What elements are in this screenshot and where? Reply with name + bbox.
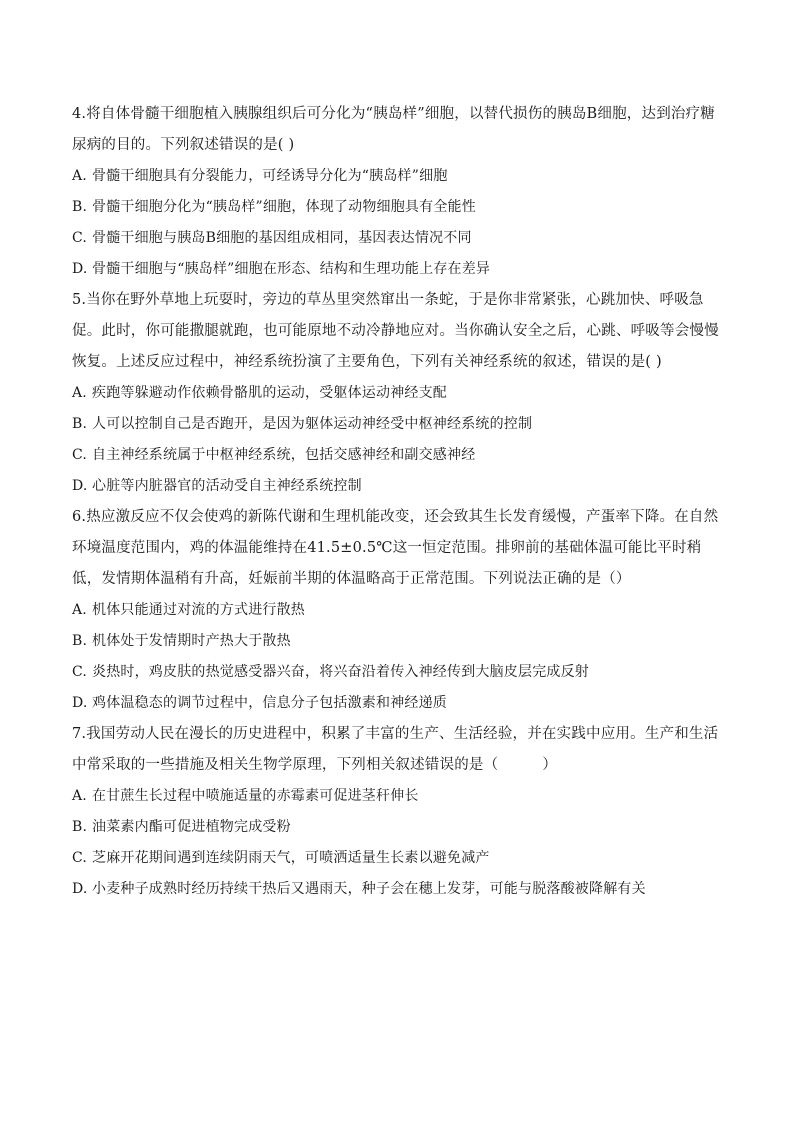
- option-text: 在甘蔗生长过程中喷施适量的赤霉素可促进茎秆伸长: [92, 788, 419, 804]
- option-c: [72, 440, 724, 471]
- option-text: 骨髓干细胞分化为“胰岛样”细胞，体现了动物细胞具有全能性: [92, 199, 476, 215]
- option-letter: B.: [72, 199, 88, 215]
- option-text: 鸡体温稳态的调节过程中，信息分子包括激素和神经递质: [92, 695, 447, 711]
- question-6: [72, 502, 724, 719]
- option-text: 芝麻开花期间遇到连续阴雨天气，可喷洒适量生长素以避免减产: [92, 850, 490, 866]
- option-b: [72, 192, 724, 223]
- option-letter: C.: [72, 850, 88, 866]
- question-7: [72, 719, 724, 905]
- option-d: [72, 688, 724, 719]
- option-text: 骨髓干细胞与“胰岛样”细胞在形态、结构和生理功能上存在差异: [92, 261, 491, 277]
- option-letter: A.: [72, 788, 87, 804]
- option-text: 机体处于发情期时产热大于散热: [92, 633, 291, 649]
- option-text: 心脏等内脏器官的活动受自主神经系统控制: [92, 478, 362, 494]
- question-stem: 5.当你在野外草地上玩耍时，旁边的草丛里突然窜出一条蛇，于是你非常紧张，心跳加快、呼吸急促。此时，你可能撒腿就跑，也可能原地不动冷静地应对。当你确认安全之后，心跳、呼吸等会慢慢恢复。上述反应过程中，神经系统扮演了主要角色，下列有关神经系统的叙述，错误的是( ): [72, 292, 719, 370]
- option-a: [72, 161, 724, 192]
- question-stem: 7.我国劳动人民在漫长的历史进程中，积累了丰富的生产、生活经验，并在实践中应用。生产和生活中常采取的一些措施及相关生物学原理，下列相关叙述错误的是（ ）: [72, 726, 719, 773]
- question-4: [72, 99, 724, 285]
- option-text: 炎热时，鸡皮肤的热觉感受器兴奋，将兴奋沿着传入神经传到大脑皮层完成反射: [92, 664, 589, 680]
- option-letter: D.: [72, 695, 88, 711]
- option-letter: D.: [72, 261, 88, 277]
- option-letter: D.: [72, 478, 88, 494]
- exam-page: [72, 99, 724, 905]
- question-stem: 6.热应激反应不仅会使鸡的新陈代谢和生理机能改变，还会致其生长发育缓慢，产蛋率下降。在自然环境温度范围内，鸡的体温能维持在41.5±0.5℃这一恒定范围。排卵前的基础体温可能比平时稍低，发情期体温稍有升高，妊娠前半期的体温略高于正常范围。下列说法正确的是（）: [72, 509, 719, 587]
- option-letter: C.: [72, 447, 88, 463]
- option-d: [72, 874, 724, 905]
- option-d: [72, 254, 724, 285]
- option-letter: A.: [72, 385, 87, 401]
- option-text: 小麦种子成熟时经历持续干热后又遇雨天，种子会在穗上发芽，可能与脱落酸被降解有关: [92, 881, 646, 897]
- question-stem: 4.将自体骨髓干细胞植入胰腺组织后可分化为“胰岛样”细胞，以替代损伤的胰岛B细胞，达到治疗糖尿病的目的。下列叙述错误的是( ): [72, 106, 716, 153]
- option-b: [72, 409, 724, 440]
- option-b: [72, 812, 724, 843]
- option-a: [72, 378, 724, 409]
- option-letter: B.: [72, 633, 88, 649]
- option-text: 骨髓干细胞具有分裂能力，可经诱导分化为“胰岛样”细胞: [92, 168, 448, 184]
- option-a: [72, 781, 724, 812]
- option-letter: A.: [72, 168, 87, 184]
- option-c: [72, 223, 724, 254]
- option-b: [72, 626, 724, 657]
- option-text: 机体只能通过对流的方式进行散热: [92, 602, 305, 618]
- option-text: 自主神经系统属于中枢神经系统，包括交感神经和副交感神经: [92, 447, 476, 463]
- option-letter: B.: [72, 416, 88, 432]
- option-text: 油菜素内酯可促进植物完成受粉: [92, 819, 291, 835]
- option-letter: D.: [72, 881, 88, 897]
- option-letter: A.: [72, 602, 87, 618]
- option-text: 骨髓干细胞与胰岛B细胞的基因组成相同，基因表达情况不同: [92, 230, 472, 246]
- option-c: [72, 843, 724, 874]
- option-d: [72, 471, 724, 502]
- option-letter: C.: [72, 664, 88, 680]
- option-text: 人可以控制自己是否跑开，是因为躯体运动神经受中枢神经系统的控制: [92, 416, 533, 432]
- question-5: [72, 285, 724, 502]
- option-letter: C.: [72, 230, 88, 246]
- option-text: 疾跑等躲避动作依赖骨骼肌的运动，受躯体运动神经支配: [92, 385, 447, 401]
- option-c: [72, 657, 724, 688]
- option-letter: B.: [72, 819, 88, 835]
- option-a: [72, 595, 724, 626]
